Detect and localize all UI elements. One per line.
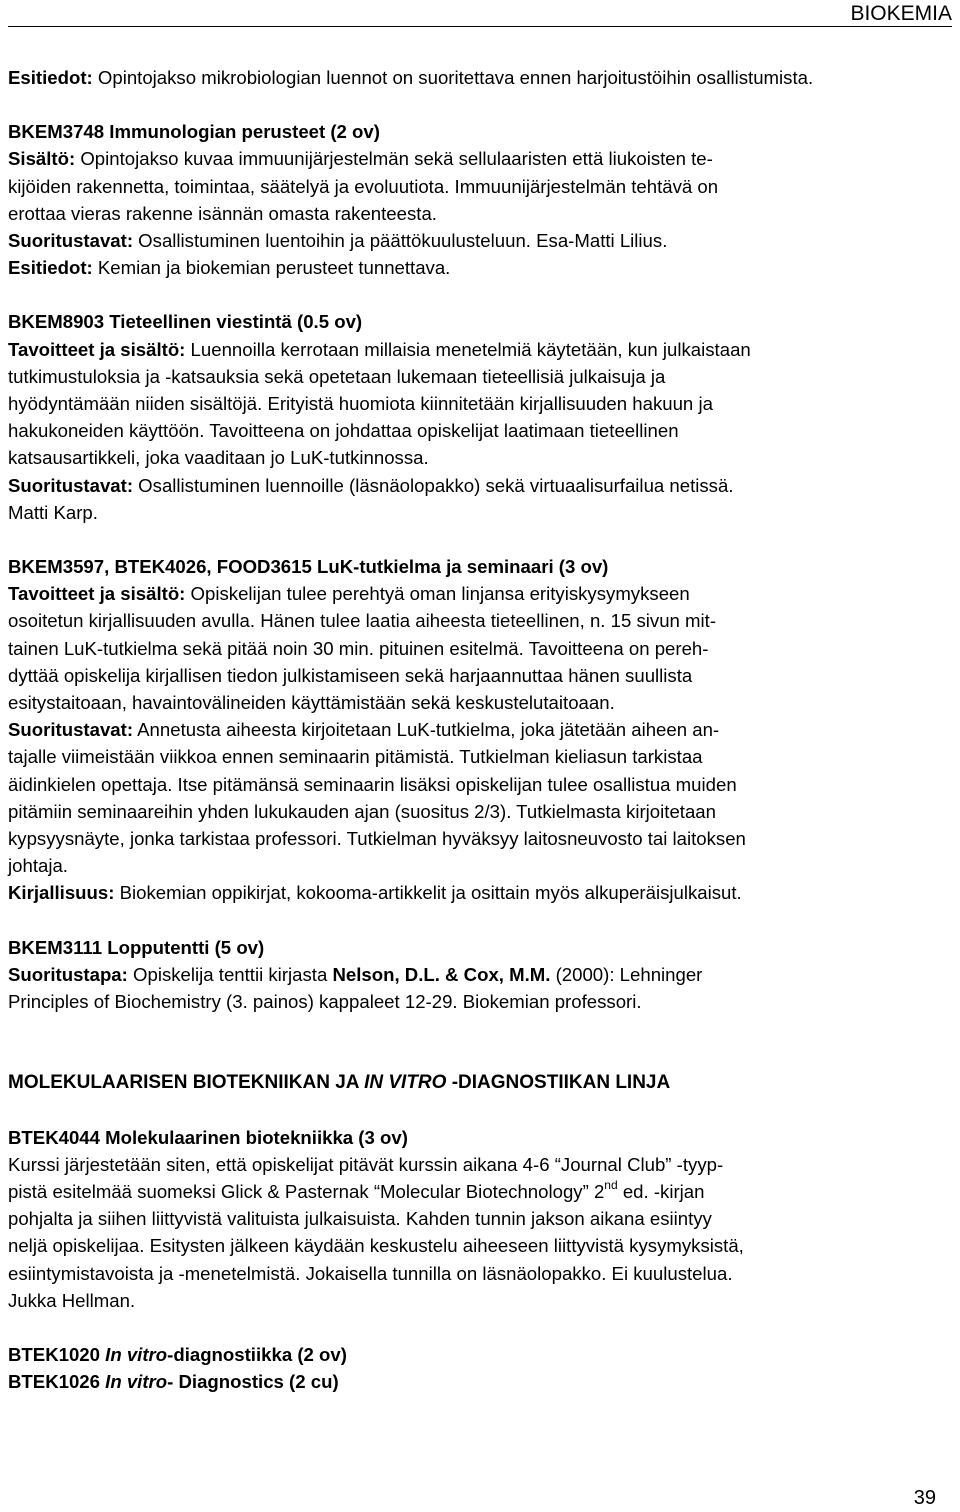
course-code: BTEK1026	[8, 1371, 106, 1393]
course-line: neljä opiskelijaa. Esitysten jälkeen käydään keskustelu aiheeseen liittyvistä kysymyksistä,	[8, 1235, 744, 1257]
method-line: Matti Karp.	[8, 501, 98, 523]
course-method	[8, 716, 943, 743]
section-heading-text: MOLEKULAARISEN BIOTEKNIIKAN JA	[8, 1072, 365, 1094]
book-authors: Nelson, D.L. & Cox, M.M.	[332, 963, 551, 985]
course-title-text: BKEM8903 Tieteellinen viestintä (0.5 ov)	[8, 311, 363, 333]
goals-line: tainen LuK-tutkielma sekä pitää noin 30 min. pituinen esitelmä. Tavoitteena on pereh-	[8, 637, 709, 659]
method-line: johtaja.	[8, 855, 68, 877]
course-title	[8, 118, 943, 145]
course-title	[8, 1341, 943, 1368]
goals-line: dyttää opiskelija kirjallisen tiedon julkistamiseen sekä harjaannuttaa hänen suullista	[8, 664, 693, 686]
course-title-italic: In vitro	[105, 1343, 168, 1365]
method-line: tajalle viimeistään viikkoa ennen seminaarin pitämistä. Tutkielman kieliasun tarkistaa	[8, 746, 703, 768]
goals-line: hakukoneiden käyttöön. Tavoitteena on johdattaa opiskelijat laatimaan tieteellinen	[8, 420, 679, 442]
course-title-italic: In vitro	[105, 1371, 168, 1393]
page-number: 39	[913, 1487, 936, 1509]
content-line: Opintojakso kuvaa immuunijärjestelmän sekä sellulaaristen että liukoisten te-	[75, 148, 713, 170]
literature-label: Kirjallisuus:	[8, 882, 115, 904]
course-line: Kurssi järjestetään siten, että opiskelijat pitävät kurssin aikana 4-6 “Journal Club” -tyyp-	[8, 1153, 724, 1175]
method-label: Suoritustavat:	[8, 474, 134, 496]
method-label: Suoritustavat:	[8, 230, 134, 252]
course-line: esiintymistavoista ja -menetelmistä. Jokaisella tunnilla on läsnäolopakko. Ei kuulustelua.	[8, 1262, 733, 1284]
course-title-text: BKEM3597, BTEK4026, FOOD3615 LuK-tutkielma ja seminaari (3 ov)	[8, 556, 609, 578]
prereq-text: Opintojakso mikrobiologian luennot on suoritettava ennen harjoitustöihin osallistumista.	[92, 67, 814, 88]
goals-label: Tavoitteet ja sisältö:	[8, 338, 186, 360]
prereq-label: Esitiedot:	[8, 67, 93, 88]
goals-label: Tavoitteet ja sisältö:	[8, 583, 186, 605]
course-prereq	[8, 254, 943, 281]
header-rule	[8, 26, 952, 27]
method-text: Opiskelija tenttii kirjasta	[127, 963, 333, 985]
page-content	[8, 64, 943, 1395]
goals-line: hyödyntämään niiden sisältöjä. Erityistä huomiota kiinnitetään kirjallisuuden hakuun ja	[8, 393, 713, 415]
method-label: Suoritustapa:	[8, 963, 128, 985]
content-line: erottaa vieras rakenne isännän omasta rakenteesta.	[8, 202, 437, 224]
course-code: BTEK1020	[8, 1343, 106, 1365]
course-method	[8, 227, 943, 254]
method-line: äidinkielen opettaja. Itse pitämänsä seminaarin lisäksi opiskelijan tulee osallistua muiden	[8, 773, 737, 795]
method-line: Annetusta aiheesta kirjoitetaan LuK-tutkielma, joka jätetään aiheen an-	[133, 719, 720, 741]
literature-text: Biokemian oppikirjat, kokooma-artikkelit ja osittain myös alkuperäisjulkaisut.	[114, 882, 742, 904]
course-line-text: pistä esitelmää suomeksi Glick & Pasternak “Molecular Biotechnology” 2	[8, 1180, 605, 1202]
section-heading	[8, 1069, 943, 1096]
goals-line: esitystaitoaan, havaintovälineiden käyttämistään sekä keskustelutaitoaan.	[8, 692, 615, 714]
course-line: Jukka Hellman.	[8, 1289, 136, 1311]
course-goals	[8, 336, 943, 363]
course-method	[8, 472, 943, 499]
course-line-text: ed. -kirjan	[617, 1180, 705, 1202]
prereq-text: Kemian ja biokemian perusteet tunnettava.	[92, 257, 451, 279]
course-title-text: BTEK4044 Molekulaarinen biotekniikka (3 ov)	[8, 1126, 408, 1148]
section-heading-text: -DIAGNOSTIIKAN LINJA	[446, 1072, 671, 1094]
page-header-title: BIOKEMIA	[850, 2, 952, 25]
course-goals	[8, 580, 943, 607]
method-line: pitämiin seminaareihin yhden lukukauden ajan (suositus 2/3). Tutkielmasta kirjoitetaan	[8, 800, 716, 822]
course-line	[8, 1178, 943, 1205]
course-title-text: -diagnostiikka (2 ov)	[167, 1343, 347, 1365]
course-literature	[8, 879, 943, 906]
course-content	[8, 145, 943, 172]
course-title	[8, 308, 943, 335]
goals-line: tutkimustuloksia ja -katsauksia sekä opetetaan lukemaan tieteellisiä julkaisuja ja	[8, 365, 666, 387]
course-title	[8, 1368, 943, 1395]
method-line: Principles of Biochemistry (3. painos) kappaleet 12-29. Biokemian professori.	[8, 991, 642, 1013]
goals-line: osoitetun kirjallisuuden avulla. Hänen tulee laatia aiheesta tieteellinen, n. 15 sivun mit-	[8, 610, 717, 632]
section-heading-italic: IN VITRO	[364, 1072, 447, 1094]
goals-line: Opiskelijan tulee perehtyä oman linjansa erityiskysymykseen	[185, 583, 690, 605]
prereq-label: Esitiedot:	[8, 257, 93, 279]
content-label: Sisältö:	[8, 148, 76, 170]
method-text: Osallistuminen luentoihin ja päättökuulusteluun. Esa-Matti Lilius.	[133, 230, 668, 252]
method-line: Osallistuminen luennoille (läsnäolopakko) sekä virtuaalisurfailua netissä.	[133, 474, 734, 496]
content-line: kijöiden rakennetta, toimintaa, säätelyä ja evoluutiota. Immuunijärjestelmän tehtävä on	[8, 175, 719, 197]
course-method	[8, 961, 943, 988]
method-label: Suoritustavat:	[8, 719, 134, 741]
method-line: kypsyysnäyte, jonka tarkistaa professori. Tutkielman hyväksyy laitosneuvosto tai laitoksen	[8, 828, 746, 850]
course-title-text: BKEM3111 Lopputentti (5 ov)	[8, 936, 265, 958]
course-title-text: - Diagnostics (2 cu)	[167, 1371, 339, 1393]
course-title	[8, 934, 943, 961]
goals-line: katsausartikkeli, joka vaaditaan jo LuK-tutkinnossa.	[8, 447, 429, 469]
prerequisites-paragraph	[8, 64, 943, 91]
course-title-text: BKEM3748 Immunologian perusteet (2 ov)	[8, 121, 380, 143]
course-line: pohjalta ja siihen liittyvistä valituista julkaisuista. Kahden tunnin jakson aikana esiintyy	[8, 1208, 712, 1230]
method-text: (2000): Lehninger	[550, 963, 703, 985]
course-title	[8, 1124, 943, 1151]
goals-line: Luennoilla kerrotaan millaisia menetelmiä käytetään, kun julkaistaan	[185, 338, 751, 360]
superscript: nd	[604, 1177, 618, 1192]
course-title	[8, 553, 943, 580]
